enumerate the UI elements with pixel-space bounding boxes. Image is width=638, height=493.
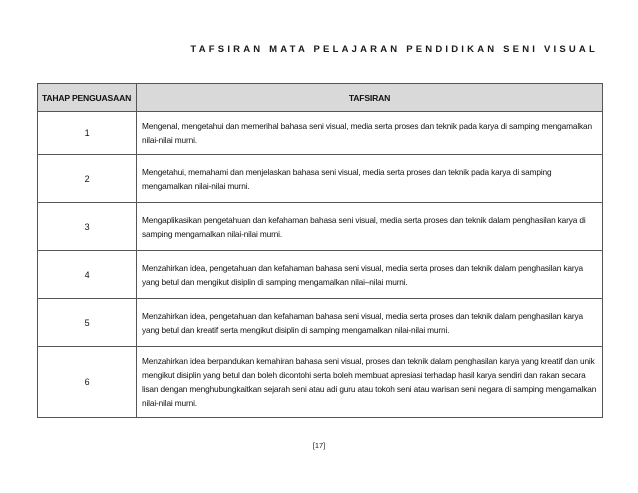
table-row — [38, 155, 603, 203]
table-row — [38, 299, 603, 347]
description-cell: Menzahirkan idea, pengetahuan dan kefahaman bahasa seni visual, media serta proses dan teknik dalam penghasilan karya yang betul dan mengikut disiplin di samping mengamalkan nilai–nilai murni. — [137, 251, 603, 299]
level-cell: 2 — [38, 155, 137, 203]
description-cell: Mengenal, mengetahui dan memerihal bahasa seni visual, media serta proses dan teknik pada karya di samping mengamalkan nilai-nilai murni. — [137, 112, 603, 155]
description-cell: Menzahirkan idea berpandukan kemahiran bahasa seni visual, proses dan teknik dalam penghasilan karya yang kreatif dan unik mengikut disiplin yang betul dan boleh dicontohi serta boleh membuat apresiasi terhadap hasil karya sendiri dan rakan secara lisan dengan menghubungkaitkan sejarah seni atau adi guru atau tokoh seni atau warisan seni negara di samping mengamalkan nilai-nilai murni. — [137, 347, 603, 418]
level-cell: 4 — [38, 251, 137, 299]
level-cell: 5 — [38, 299, 137, 347]
header-description: TAFSIRAN — [137, 84, 603, 112]
level-cell: 6 — [38, 347, 137, 418]
table-row — [38, 251, 603, 299]
table-row — [38, 203, 603, 251]
description-cell: Menzahirkan idea, pengetahuan dan kefahaman bahasa seni visual, media serta proses dan teknik dalam penghasilan karya yang betul dan kreatif serta mengikut disiplin di samping mengamalkan nilai-nilai murni. — [137, 299, 603, 347]
rubric-table — [37, 83, 603, 418]
table-row — [38, 112, 603, 155]
level-cell: 3 — [38, 203, 137, 251]
description-cell: Mengetahui, memahami dan menjelaskan bahasa seni visual, media serta proses dan teknik pada karya di samping mengamalkan nilai-nilai murni. — [137, 155, 603, 203]
level-cell: 1 — [38, 112, 137, 155]
table-row — [38, 347, 603, 418]
header-level: TAHAP PENGUASAAN — [38, 84, 137, 112]
description-cell: Mengaplikasikan pengetahuan dan kefahaman bahasa seni visual, media serta proses dan teknik dalam penghasilan karya di samping mengamalkan nilai-nilai murni. — [137, 203, 603, 251]
page-number: [17] — [312, 441, 326, 450]
document-title: TAFSIRAN MATA PELAJARAN PENDIDIKAN SENI VISUAL — [190, 44, 598, 55]
table-header-row — [38, 84, 603, 112]
